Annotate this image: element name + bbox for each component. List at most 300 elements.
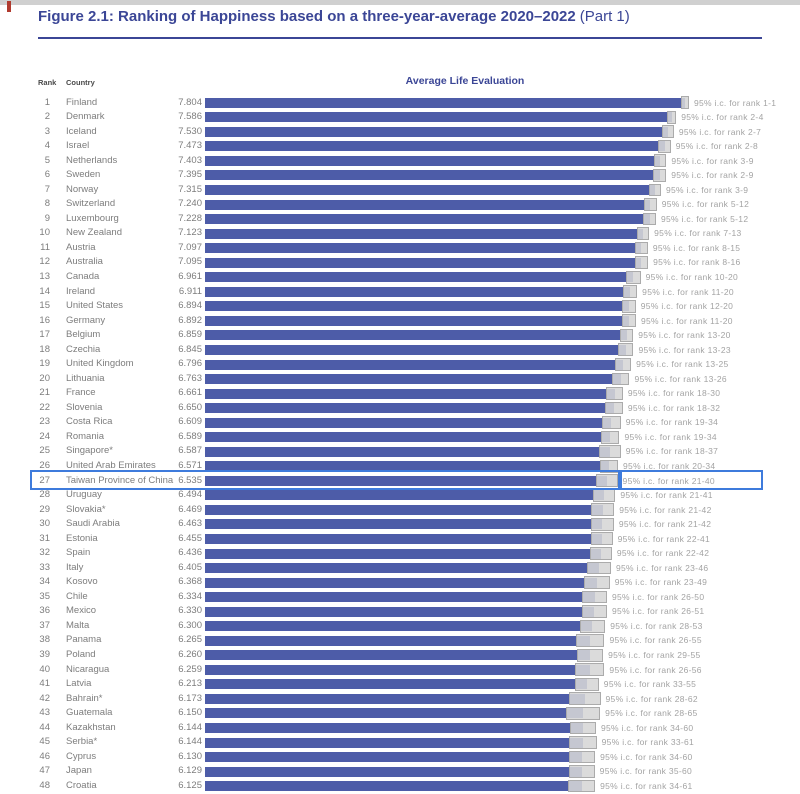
chart-row [0, 779, 800, 794]
chart-row [0, 430, 800, 445]
chart-row [0, 648, 800, 663]
figure-title: Figure 2.1: Ranking of Happiness based on a three-year-average 2020–2022 [38, 8, 576, 25]
ci-label: 95% i.c. for rank 19-34 [624, 431, 717, 442]
ci-bracket [649, 184, 661, 197]
country-cell: Denmark [66, 111, 105, 123]
ci-label: 95% i.c. for rank 5-12 [661, 199, 750, 210]
ci-bracket [622, 314, 636, 327]
ci-label: 95% i.c. for rank 26-51 [612, 606, 705, 617]
country-cell: Kazakhstan [66, 721, 116, 733]
value-cell: 6.609 [178, 416, 202, 428]
country-cell: Panama [66, 634, 102, 646]
country-cell: Croatia [66, 779, 97, 791]
chart-row [0, 212, 800, 227]
ci-label: 95% i.c. for rank 21-40 [622, 475, 715, 486]
country-cell: Saudi Arabia [66, 518, 120, 530]
rank-cell: 9 [44, 212, 50, 224]
rank-cell: 35 [39, 590, 50, 602]
title-underline [38, 37, 762, 39]
bar [205, 534, 602, 544]
country-cell: Serbia* [66, 736, 98, 748]
ci-label: 95% i.c. for rank 13-20 [638, 330, 731, 341]
value-cell: 6.125 [178, 779, 202, 791]
country-cell: Romania [66, 430, 105, 442]
chart-row [0, 255, 800, 270]
ci-bracket [569, 765, 595, 778]
bar [205, 200, 650, 210]
ci-label: 95% i.c. for rank 2-8 [675, 141, 759, 152]
country-cell: Finland [66, 96, 98, 108]
value-cell: 6.150 [178, 707, 202, 719]
chart-row [0, 226, 800, 241]
country-cell: Uruguay [66, 489, 102, 501]
bar [205, 752, 582, 762]
chart-row [0, 692, 800, 707]
country-cell: Cyprus [66, 750, 97, 762]
ci-bracket [602, 416, 621, 429]
rank-cell: 5 [44, 154, 50, 166]
chart-row [0, 604, 800, 619]
value-cell: 6.845 [178, 343, 202, 355]
rank-cell: 11 [40, 241, 50, 253]
ci-bracket [587, 562, 611, 575]
ci-bracket [566, 707, 600, 720]
ci-label: 95% i.c. for rank 26-56 [609, 664, 702, 675]
ci-label: 95% i.c. for rank 34-60 [600, 751, 693, 762]
ci-bracket [618, 343, 633, 356]
chart-title: Average Life Evaluation [405, 75, 525, 87]
ci-bracket [580, 620, 606, 633]
chart-row [0, 154, 800, 169]
rank-cell: 24 [39, 430, 50, 442]
bar [205, 98, 685, 108]
ci-label: 95% i.c. for rank 18-37 [625, 446, 719, 457]
value-cell: 7.097 [178, 241, 202, 253]
rank-cell: 23 [39, 416, 50, 428]
ci-bracket [601, 431, 620, 444]
ci-bracket [591, 518, 614, 531]
country-cell: Iceland [66, 125, 97, 137]
rank-cell: 7 [44, 183, 50, 195]
ci-bracket [622, 300, 636, 313]
value-cell: 6.463 [178, 518, 202, 530]
chart-row [0, 270, 800, 285]
chart-row [0, 750, 800, 765]
bar [205, 345, 626, 355]
chart-row [0, 517, 800, 532]
value-cell: 6.455 [178, 532, 202, 544]
value-cell: 6.436 [178, 547, 202, 559]
bar [205, 127, 668, 137]
rank-cell: 3 [44, 125, 50, 137]
chart-row [0, 125, 800, 140]
bar [205, 360, 623, 370]
rank-cell: 2 [44, 111, 50, 123]
country-cell: Slovenia [66, 401, 103, 413]
rank-cell: 12 [39, 256, 50, 268]
bar [205, 723, 583, 733]
bar [205, 781, 582, 791]
ci-label: 95% i.c. for rank 5-12 [660, 213, 749, 224]
bar [205, 578, 597, 588]
value-cell: 7.395 [178, 169, 202, 181]
ci-label: 95% i.c. for rank 34-60 [600, 722, 694, 733]
bar [205, 389, 615, 399]
rank-cell: 18 [39, 343, 50, 355]
ci-bracket [643, 213, 656, 226]
ci-bracket [584, 576, 610, 589]
bar [205, 403, 614, 413]
rank-cell: 14 [39, 285, 50, 297]
chart-row [0, 677, 800, 692]
chart-row [0, 314, 800, 329]
country-cell: Spain [66, 547, 91, 559]
rank-cell: 4 [44, 140, 50, 152]
rank-cell: 16 [39, 314, 50, 326]
country-cell: United Kingdom [66, 358, 134, 370]
bar [205, 330, 627, 340]
rank-cell: 42 [39, 692, 50, 704]
chart-row [0, 299, 800, 314]
chart-row [0, 183, 800, 198]
value-cell: 6.661 [178, 387, 202, 399]
value-cell: 6.892 [178, 314, 202, 326]
ci-label: 95% i.c. for rank 1-1 [693, 97, 777, 108]
bar [205, 229, 643, 239]
rank-cell: 31 [39, 532, 50, 544]
bar [205, 679, 587, 689]
rank-cell: 43 [39, 707, 50, 719]
value-cell: 6.763 [178, 372, 202, 384]
value-cell: 6.368 [178, 576, 202, 588]
country-cell: Guatemala [66, 707, 113, 719]
ci-label: 95% i.c. for rank 10-20 [645, 271, 739, 282]
rank-cell: 25 [39, 445, 50, 457]
chart-row [0, 168, 800, 183]
chart-row [0, 401, 800, 416]
value-cell: 6.260 [178, 649, 202, 661]
chart-row [0, 619, 800, 634]
country-cell: Nicaragua [66, 663, 110, 675]
ci-label: 95% i.c. for rank 2-4 [681, 112, 764, 123]
value-cell: 6.173 [178, 692, 202, 704]
rank-cell: 48 [39, 779, 50, 791]
rank-cell: 36 [39, 605, 50, 617]
ci-bracket [662, 125, 674, 138]
chart-row [0, 663, 800, 678]
ci-bracket [593, 489, 615, 502]
country-cell: Kosovo [66, 576, 98, 588]
country-cell: Ireland [66, 285, 96, 297]
value-cell: 7.403 [178, 154, 202, 166]
ci-label: 95% i.c. for rank 26-55 [609, 635, 702, 646]
ci-bracket [568, 780, 595, 793]
value-cell: 7.315 [178, 183, 202, 195]
bar [205, 185, 655, 195]
ci-bracket [599, 445, 620, 458]
rank-cell: 19 [39, 358, 50, 370]
highlight-box-ci [620, 470, 763, 490]
chart-row [0, 241, 800, 256]
value-cell: 6.859 [178, 329, 202, 341]
bar [205, 432, 610, 442]
bar [205, 694, 585, 704]
ci-bracket [575, 678, 598, 691]
ci-bracket [635, 256, 649, 269]
ci-label: 95% i.c. for rank 3-9 [665, 184, 749, 195]
ci-label: 95% i.c. for rank 33-55 [603, 679, 697, 690]
ci-label: 95% i.c. for rank 7-13 [654, 228, 742, 239]
value-cell: 7.240 [178, 198, 202, 210]
ci-label: 95% i.c. for rank 28-65 [605, 708, 698, 719]
chart-row [0, 633, 800, 648]
country-cell: Belgium [66, 329, 101, 341]
value-cell: 6.129 [178, 765, 202, 777]
country-cell: Switzerland [66, 198, 116, 210]
value-cell: 6.589 [178, 430, 202, 442]
rank-cell: 34 [39, 576, 50, 588]
ci-label: 95% i.c. for rank 26-50 [611, 591, 705, 602]
country-cell: Germany [66, 314, 106, 326]
chart-row [0, 735, 800, 750]
bar [205, 738, 583, 748]
bar [205, 665, 590, 675]
country-cell: France [66, 387, 96, 399]
country-cell: Czechia [66, 343, 101, 355]
top-strip [0, 0, 800, 5]
rank-cell: 1 [44, 96, 50, 108]
figure-header [38, 8, 630, 25]
rank-cell: 38 [39, 634, 50, 646]
country-cell: Israel [66, 140, 90, 152]
ci-bracket [591, 503, 614, 516]
chart-row [0, 343, 800, 358]
ci-bracket [569, 692, 601, 705]
chart-row [0, 328, 800, 343]
ci-label: 95% i.c. for rank 23-46 [615, 562, 709, 573]
ci-bracket [612, 373, 629, 386]
ci-bracket [605, 402, 623, 415]
value-cell: 7.473 [178, 140, 202, 152]
value-cell: 6.911 [178, 285, 202, 297]
ci-label: 95% i.c. for rank 22-42 [616, 548, 710, 559]
value-cell: 6.587 [178, 445, 202, 457]
bar [205, 258, 641, 268]
rank-cell: 37 [39, 619, 50, 631]
chart-row [0, 546, 800, 561]
value-cell: 6.259 [178, 663, 202, 675]
rank-cell: 45 [39, 736, 50, 748]
red-marker [7, 1, 11, 12]
rank-cell: 29 [39, 503, 50, 515]
rank-cell: 10 [39, 227, 50, 239]
country-cell: Chile [66, 590, 88, 602]
highlight-box-row [30, 470, 620, 490]
ci-bracket [626, 271, 641, 284]
bar [205, 272, 633, 282]
country-cell: Taiwan Province of China [66, 474, 174, 486]
column-header-rank: Rank [38, 78, 57, 87]
chart-row [0, 415, 800, 430]
ci-bracket [644, 198, 657, 211]
country-cell: Netherlands [66, 154, 118, 166]
ci-label: 95% i.c. for rank 11-20 [641, 315, 733, 326]
ci-label: 95% i.c. for rank 3-9 [671, 155, 754, 166]
value-cell: 6.213 [178, 678, 202, 690]
ci-bracket [591, 532, 612, 545]
ci-bracket [582, 605, 608, 618]
chart-row [0, 372, 800, 387]
rank-cell: 32 [39, 547, 50, 559]
rank-cell: 33 [39, 561, 50, 573]
country-cell: Malta [66, 619, 90, 631]
ci-bracket [576, 634, 604, 647]
rank-cell: 21 [39, 387, 50, 399]
chart-row [0, 721, 800, 736]
rank-cell: 40 [39, 663, 50, 675]
rank-cell: 44 [39, 721, 50, 733]
bar [205, 243, 641, 253]
bar [205, 112, 672, 122]
ci-bracket [615, 358, 631, 371]
country-cell: Australia [66, 256, 103, 268]
ci-bracket [681, 96, 689, 109]
bar [205, 519, 602, 529]
bar [205, 767, 582, 777]
ci-bracket [654, 154, 666, 167]
country-cell: Austria [66, 241, 96, 253]
ci-label: 95% i.c. for rank 8-16 [653, 257, 741, 268]
ci-label: 95% i.c. for rank 11-20 [642, 286, 734, 297]
rank-cell: 27 [39, 474, 50, 486]
ci-label: 95% i.c. for rank 19-34 [625, 417, 719, 428]
value-cell: 6.405 [178, 561, 202, 573]
country-cell: Estonia [66, 532, 98, 544]
ci-label: 95% i.c. for rank 13-25 [636, 359, 729, 370]
ci-label: 95% i.c. for rank 28-53 [610, 620, 703, 631]
bar [205, 505, 603, 515]
ci-bracket [582, 591, 607, 604]
rank-cell: 30 [39, 518, 50, 530]
rank-cell: 6 [44, 169, 50, 181]
bar [205, 708, 583, 718]
column-header-country: Country [66, 78, 95, 87]
ci-label: 95% i.c. for rank 33-61 [601, 737, 695, 748]
rank-cell: 17 [39, 329, 50, 341]
bar [205, 592, 595, 602]
value-cell: 6.130 [178, 750, 202, 762]
rank-cell: 8 [44, 198, 50, 210]
bar [205, 214, 650, 224]
bar [205, 636, 590, 646]
bar [205, 418, 611, 428]
chart-row [0, 706, 800, 721]
chart-row [0, 197, 800, 212]
bar-chart [0, 96, 800, 794]
ci-bracket [623, 285, 637, 298]
ci-bracket [569, 736, 597, 749]
bar [205, 141, 665, 151]
chart-row [0, 96, 800, 111]
value-cell: 6.894 [178, 300, 202, 312]
country-cell: Mexico [66, 605, 97, 617]
ci-label: 95% i.c. for rank 35-60 [599, 766, 693, 777]
rank-cell: 41 [39, 678, 50, 690]
ci-label: 95% i.c. for rank 21-41 [620, 490, 713, 501]
bar [205, 650, 590, 660]
chart-row [0, 357, 800, 372]
bar [205, 156, 660, 166]
ci-label: 95% i.c. for rank 29-55 [608, 650, 701, 661]
bar [205, 301, 629, 311]
ci-bracket [570, 722, 596, 735]
value-cell: 7.586 [178, 111, 202, 123]
country-cell: Sweden [66, 169, 101, 181]
value-cell: 7.530 [178, 125, 202, 137]
country-cell: Norway [66, 183, 99, 195]
bar [205, 549, 601, 559]
ci-bracket [658, 140, 670, 153]
rank-cell: 39 [39, 649, 50, 661]
bar [205, 170, 660, 180]
ci-label: 95% i.c. for rank 23-49 [614, 577, 708, 588]
bar [205, 621, 592, 631]
country-cell: Slovakia* [66, 503, 106, 515]
value-cell: 6.300 [178, 619, 202, 631]
ci-label: 95% i.c. for rank 18-30 [627, 388, 721, 399]
value-cell: 7.804 [178, 96, 202, 108]
value-cell: 7.095 [178, 256, 202, 268]
ci-label: 95% i.c. for rank 18-32 [627, 402, 721, 413]
ci-bracket [590, 547, 612, 560]
ci-label: 95% i.c. for rank 21-42 [618, 519, 712, 530]
country-cell: United States [66, 300, 124, 312]
value-cell: 6.796 [178, 358, 202, 370]
rank-cell: 15 [39, 300, 50, 312]
bar [205, 374, 621, 384]
ci-label: 95% i.c. for rank 20-34 [623, 461, 716, 471]
rank-cell: 46 [39, 750, 50, 762]
value-cell: 7.228 [178, 212, 202, 224]
rank-cell: 47 [39, 765, 50, 777]
value-cell: 6.334 [178, 590, 202, 602]
country-cell: Singapore* [66, 445, 114, 457]
ci-label: 95% i.c. for rank 21-42 [619, 504, 712, 515]
country-cell: Lithuania [66, 372, 105, 384]
figure-title-part: (Part 1) [579, 8, 630, 25]
ci-label: 95% i.c. for rank 8-15 [652, 242, 741, 253]
bar [205, 607, 594, 617]
ci-bracket [606, 387, 622, 400]
ci-label: 95% i.c. for rank 28-62 [605, 693, 698, 704]
value-cell: 6.144 [178, 736, 202, 748]
chart-row [0, 444, 800, 459]
country-cell: New Zealand [66, 227, 122, 239]
ci-bracket [667, 111, 676, 124]
bar [205, 316, 629, 326]
chart-row [0, 532, 800, 547]
ci-label: 95% i.c. for rank 13-23 [638, 344, 731, 355]
chart-row [0, 386, 800, 401]
bar [205, 447, 610, 457]
chart-row [0, 110, 800, 125]
chart-row [0, 575, 800, 590]
ci-label: 95% i.c. for rank 22-41 [617, 533, 711, 544]
ci-bracket [575, 663, 604, 676]
rank-cell: 26 [39, 460, 50, 471]
country-cell: Latvia [66, 678, 92, 690]
ci-bracket [637, 227, 649, 240]
